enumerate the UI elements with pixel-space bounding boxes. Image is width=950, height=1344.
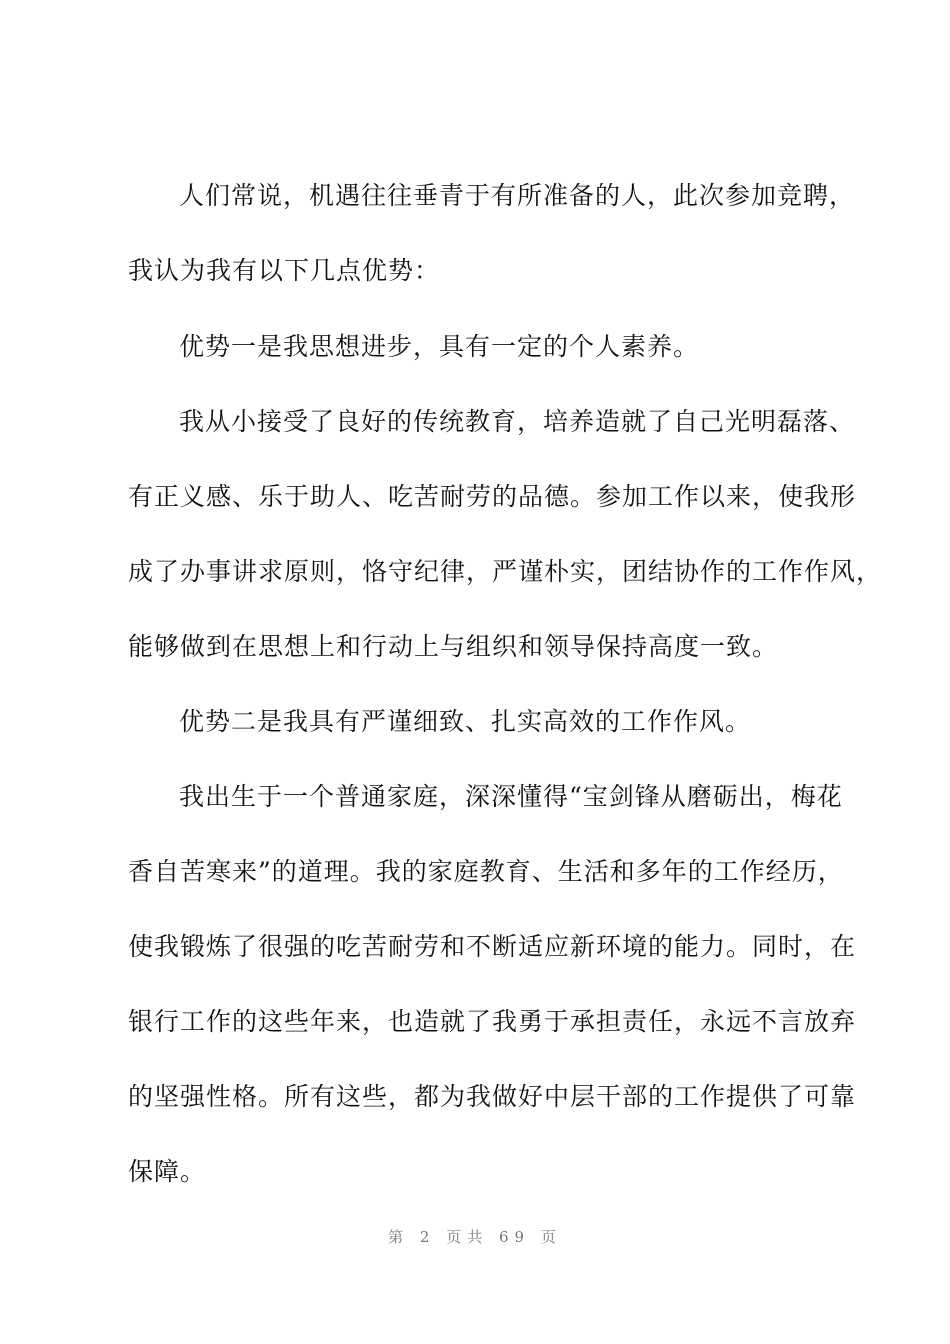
paragraph-line: 香自苦寒来”的道理。我的家庭教育、生活和多年的工作经历， (128, 857, 844, 886)
paragraph-line: 我从小接受了良好的传统教育，培养造就了自己光明磊落、 (179, 407, 856, 436)
paragraph-line: 能够做到在思想上和行动上与组织和领导保持高度一致。 (128, 632, 779, 661)
paragraph-line: 使我锻炼了很强的吃苦耐劳和不断适应新环境的能力。同时，在 (128, 932, 857, 961)
page-number-footer: 第 2 页共 69 页 (388, 1228, 562, 1246)
paragraph-line: 优势二是我具有严谨细致、扎实高效的工作作风。 (179, 707, 752, 736)
paragraph-line: 成了办事讲求原则，恪守纪律，严谨朴实，团结协作的工作作风， (128, 557, 883, 586)
paragraph-line: 有正义感、乐于助人、吃苦耐劳的品德。参加工作以来，使我形 (128, 482, 857, 511)
paragraph-line: 的坚强性格。所有这些，都为我做好中层干部的工作提供了可靠 (128, 1082, 857, 1111)
paragraph-line: 优势一是我思想进步，具有一定的个人素养。 (179, 332, 700, 361)
paragraph-line: 保障。 (128, 1157, 207, 1186)
paragraph-line: 我出生于一个普通家庭，深深懂得“宝剑锋从磨砺出，梅花 (179, 782, 843, 811)
paragraph-line: 我认为我有以下几点优势： (128, 256, 441, 285)
paragraph-line: 人们常说，机遇往往垂青于有所准备的人，此次参加竞聘， (179, 181, 856, 210)
paragraph-line: 银行工作的这些年来，也造就了我勇于承担责任，永远不言放弃 (128, 1007, 857, 1036)
